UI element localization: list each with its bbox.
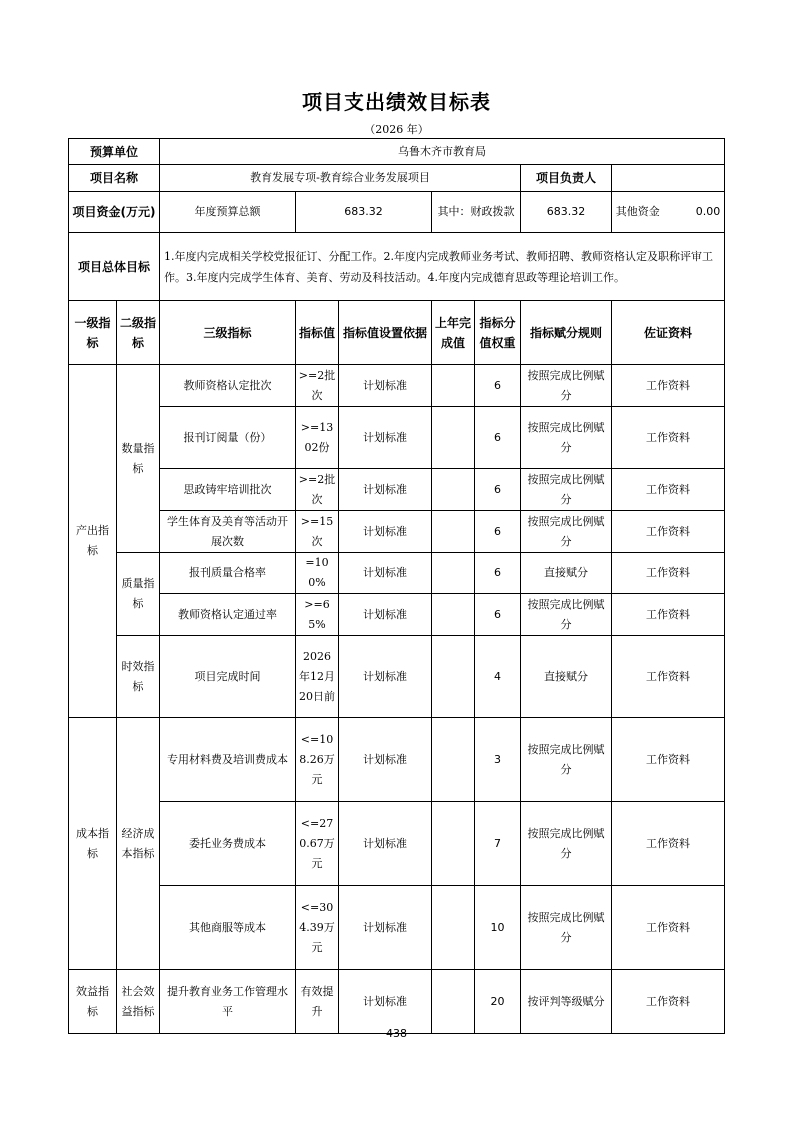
evidence: 工作资料 bbox=[612, 636, 725, 718]
basis: 计划标准 bbox=[339, 718, 432, 802]
scoring-rule: 按照完成比例赋分 bbox=[521, 469, 612, 511]
level1-output: 产出指标 bbox=[69, 365, 117, 718]
last-year-value bbox=[432, 636, 475, 718]
indicator: 报刊订阅量（份） bbox=[160, 407, 296, 469]
indicator: 专用材料费及培训费成本 bbox=[160, 718, 296, 802]
evidence: 工作资料 bbox=[612, 365, 725, 407]
evidence: 工作资料 bbox=[612, 469, 725, 511]
evidence: 工作资料 bbox=[612, 886, 725, 970]
year-label: （2026 年） bbox=[364, 123, 429, 136]
indicator-value: >=65% bbox=[296, 594, 339, 636]
table-row bbox=[69, 718, 725, 802]
indicator: 学生体育及美育等活动开展次数 bbox=[160, 511, 296, 553]
basis: 计划标准 bbox=[339, 802, 432, 886]
scoring-rule: 直接赋分 bbox=[521, 553, 612, 594]
indicator-value: =100% bbox=[296, 553, 339, 594]
other-label: 其他资金 bbox=[615, 205, 660, 218]
last-year-value bbox=[432, 718, 475, 802]
evidence: 工作资料 bbox=[612, 802, 725, 886]
level2-quality: 质量指标 bbox=[117, 553, 160, 636]
scoring-rule: 按照完成比例赋分 bbox=[521, 802, 612, 886]
other-value: 0.00 bbox=[695, 205, 721, 218]
indicator: 教师资格认定通过率 bbox=[160, 594, 296, 636]
indicator-value: <=108.26万元 bbox=[296, 718, 339, 802]
table-row bbox=[69, 802, 725, 886]
indicator: 报刊质量合格率 bbox=[160, 553, 296, 594]
scoring-rule: 按照完成比例赋分 bbox=[521, 718, 612, 802]
table-row bbox=[69, 636, 725, 718]
basis: 计划标准 bbox=[339, 469, 432, 511]
indicator-value: <=304.39万元 bbox=[296, 886, 339, 970]
leader-value bbox=[612, 165, 725, 192]
weight: 6 bbox=[475, 511, 521, 553]
last-year-value bbox=[432, 407, 475, 469]
weight: 6 bbox=[475, 407, 521, 469]
last-year-value bbox=[432, 594, 475, 636]
unit-label: 预算单位 bbox=[69, 139, 160, 165]
col-weight: 指标分值权重 bbox=[475, 301, 521, 365]
indicator-value: >=2批次 bbox=[296, 469, 339, 511]
indicator-value: >=1302份 bbox=[296, 407, 339, 469]
weight: 6 bbox=[475, 469, 521, 511]
goal-label: 项目总体目标 bbox=[69, 233, 160, 301]
name-label: 项目名称 bbox=[69, 165, 160, 192]
basis: 计划标准 bbox=[339, 365, 432, 407]
other-funds bbox=[612, 192, 725, 233]
row-project-funds bbox=[69, 192, 725, 233]
level2-economic-cost: 经济成本指标 bbox=[117, 718, 160, 970]
row-budget-unit bbox=[69, 139, 725, 165]
indicator: 委托业务费成本 bbox=[160, 802, 296, 886]
evidence: 工作资料 bbox=[612, 511, 725, 553]
evidence: 工作资料 bbox=[612, 718, 725, 802]
col-level3: 三级指标 bbox=[160, 301, 296, 365]
weight: 20 bbox=[475, 970, 521, 1034]
leader-label: 项目负责人 bbox=[521, 165, 612, 192]
table-row bbox=[69, 469, 725, 511]
row-project-name bbox=[69, 165, 725, 192]
level2-quantity: 数量指标 bbox=[117, 365, 160, 553]
level1-cost: 成本指标 bbox=[69, 718, 117, 970]
level2-timeliness: 时效指标 bbox=[117, 636, 160, 718]
scoring-rule: 按照完成比例赋分 bbox=[521, 594, 612, 636]
fiscal-value: 683.32 bbox=[521, 192, 612, 233]
scoring-rule: 按照完成比例赋分 bbox=[521, 886, 612, 970]
col-last-year: 上年完成值 bbox=[432, 301, 475, 365]
weight: 7 bbox=[475, 802, 521, 886]
table-row bbox=[69, 407, 725, 469]
column-header-row bbox=[69, 301, 725, 365]
goal-value: 1.年度内完成相关学校党报征订、分配工作。2.年度内完成教师业务考试、教师招聘、教师资格认定及职称评审工作。3.年度内完成学生体育、美育、劳动及科技活动。4.年度内完成德育思政等理论培训工作。 bbox=[160, 233, 725, 301]
table-row bbox=[69, 594, 725, 636]
scoring-rule: 按照完成比例赋分 bbox=[521, 365, 612, 407]
fiscal-label: 其中：财政拨款 bbox=[432, 192, 521, 233]
basis: 计划标准 bbox=[339, 886, 432, 970]
col-rule: 指标赋分规则 bbox=[521, 301, 612, 365]
table-row bbox=[69, 970, 725, 1034]
last-year-value bbox=[432, 970, 475, 1034]
col-value: 指标值 bbox=[296, 301, 339, 365]
indicator-value: <=270.67万元 bbox=[296, 802, 339, 886]
last-year-value bbox=[432, 511, 475, 553]
col-basis: 指标值设置依据 bbox=[339, 301, 432, 365]
weight: 10 bbox=[475, 886, 521, 970]
col-level2: 二级指标 bbox=[117, 301, 160, 365]
unit-value: 乌鲁木齐市教育局 bbox=[160, 139, 725, 165]
indicator: 提升教育业务工作管理水平 bbox=[160, 970, 296, 1034]
last-year-value bbox=[432, 553, 475, 594]
indicator: 项目完成时间 bbox=[160, 636, 296, 718]
table-row bbox=[69, 886, 725, 970]
indicator-value: >=2批次 bbox=[296, 365, 339, 407]
last-year-value bbox=[432, 802, 475, 886]
scoring-rule: 按评判等级赋分 bbox=[521, 970, 612, 1034]
table-row bbox=[69, 553, 725, 594]
evidence: 工作资料 bbox=[612, 407, 725, 469]
weight: 3 bbox=[475, 718, 521, 802]
last-year-value bbox=[432, 886, 475, 970]
page-number: 438 bbox=[386, 1027, 407, 1040]
level2-social-benefit: 社会效益指标 bbox=[117, 970, 160, 1034]
indicator-value: 2026年12月20日前 bbox=[296, 636, 339, 718]
col-level1: 一级指标 bbox=[69, 301, 117, 365]
scoring-rule: 按照完成比例赋分 bbox=[521, 511, 612, 553]
indicator: 其他商服等成本 bbox=[160, 886, 296, 970]
page-title: 项目支出绩效目标表 bbox=[302, 90, 491, 114]
total-label: 年度预算总额 bbox=[160, 192, 296, 233]
table-row bbox=[69, 511, 725, 553]
table-row bbox=[69, 365, 725, 407]
weight: 6 bbox=[475, 365, 521, 407]
basis: 计划标准 bbox=[339, 407, 432, 469]
last-year-value bbox=[432, 469, 475, 511]
indicator: 教师资格认定批次 bbox=[160, 365, 296, 407]
indicator: 思政铸牢培训批次 bbox=[160, 469, 296, 511]
col-evidence: 佐证资料 bbox=[612, 301, 725, 365]
basis: 计划标准 bbox=[339, 636, 432, 718]
basis: 计划标准 bbox=[339, 594, 432, 636]
funds-label: 项目资金(万元) bbox=[69, 192, 160, 233]
last-year-value bbox=[432, 365, 475, 407]
basis: 计划标准 bbox=[339, 970, 432, 1034]
evidence: 工作资料 bbox=[612, 553, 725, 594]
evidence: 工作资料 bbox=[612, 594, 725, 636]
level1-benefit: 效益指标 bbox=[69, 970, 117, 1034]
weight: 6 bbox=[475, 553, 521, 594]
row-overall-goal bbox=[69, 233, 725, 301]
basis: 计划标准 bbox=[339, 511, 432, 553]
scoring-rule: 直接赋分 bbox=[521, 636, 612, 718]
evidence: 工作资料 bbox=[612, 970, 725, 1034]
performance-table bbox=[68, 138, 725, 1034]
weight: 6 bbox=[475, 594, 521, 636]
weight: 4 bbox=[475, 636, 521, 718]
total-value: 683.32 bbox=[296, 192, 432, 233]
indicator-value: >=15次 bbox=[296, 511, 339, 553]
basis: 计划标准 bbox=[339, 553, 432, 594]
scoring-rule: 按照完成比例赋分 bbox=[521, 407, 612, 469]
indicator-value: 有效提升 bbox=[296, 970, 339, 1034]
name-value: 教育发展专项-教育综合业务发展项目 bbox=[160, 165, 521, 192]
